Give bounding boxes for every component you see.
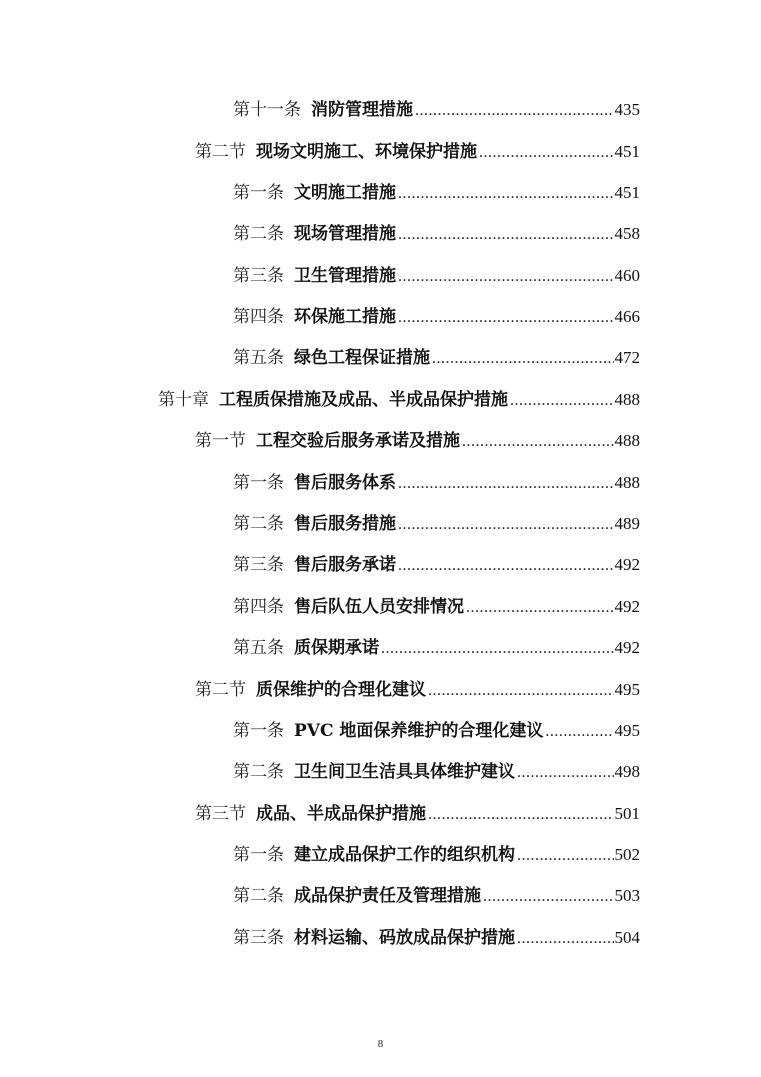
toc-entry-page: 495 xyxy=(614,721,640,740)
toc-entry[interactable] xyxy=(233,179,640,207)
toc-entry-page: 492 xyxy=(614,555,640,574)
toc-entry-label: 第三条 xyxy=(233,555,284,575)
dot-leader xyxy=(479,139,614,167)
toc-entry-label: 第二节 xyxy=(195,680,246,700)
dot-leader xyxy=(466,594,614,622)
toc-entry-label: 第三节 xyxy=(195,804,246,824)
toc-entry-label: 第三条 xyxy=(233,266,284,286)
toc-entry[interactable] xyxy=(233,841,640,869)
toc-entry-page: 472 xyxy=(614,348,640,367)
toc-entry-label: 第三条 xyxy=(233,928,284,948)
toc-entry-label: 第十一条 xyxy=(233,100,301,120)
toc-entry-title: 绿色工程保证措施 xyxy=(294,348,430,368)
toc-entry-title: 质保期承诺 xyxy=(294,638,379,658)
toc-entry-title: 工程交验后服务承诺及措施 xyxy=(256,431,460,451)
toc-entry[interactable] xyxy=(233,634,640,662)
toc-entry[interactable] xyxy=(195,800,640,828)
toc-entry-title: 文明施工措施 xyxy=(294,183,396,203)
toc-entry-page: 466 xyxy=(614,307,640,326)
toc-entry-label: 第五条 xyxy=(233,348,284,368)
toc-entry-title: PVC 地面保养维护的合理化建议 xyxy=(294,721,544,741)
toc-entry-title: 建立成品保护工作的组织机构 xyxy=(294,845,515,865)
toc-entry-page: 460 xyxy=(614,266,640,285)
dot-leader xyxy=(415,97,614,125)
toc-entry-title: 材料运输、码放成品保护措施 xyxy=(294,928,515,948)
toc-entry-title: 售后队伍人员安排情况 xyxy=(294,597,464,617)
toc-entry[interactable] xyxy=(195,427,640,455)
toc-entry-page: 501 xyxy=(614,804,640,823)
dot-leader xyxy=(398,552,614,580)
toc-entry-page: 495 xyxy=(614,680,640,699)
toc-entry-label: 第二条 xyxy=(233,224,284,244)
dot-leader xyxy=(428,677,614,705)
toc-entry[interactable] xyxy=(233,303,640,331)
toc-entry-title: 卫生管理措施 xyxy=(294,266,396,286)
page-number: 8 xyxy=(377,1038,384,1050)
dot-leader xyxy=(398,511,614,539)
toc-entry-title: 消防管理措施 xyxy=(311,100,413,120)
toc-entry-page: 458 xyxy=(614,224,640,243)
toc-entry-title: 售后服务措施 xyxy=(294,514,396,534)
toc-entry-label: 第二节 xyxy=(195,142,246,162)
toc-entry[interactable] xyxy=(233,717,640,745)
toc-entry-label: 第一条 xyxy=(233,721,284,741)
toc-entry-label: 第二条 xyxy=(233,762,284,782)
dot-leader xyxy=(398,221,614,249)
dot-leader xyxy=(517,925,614,953)
toc-entry-title: 环保施工措施 xyxy=(294,307,396,327)
dot-leader xyxy=(381,635,614,663)
toc-entry-page: 451 xyxy=(614,183,640,202)
toc-entry-title: 售后服务体系 xyxy=(294,473,396,493)
toc-entry-title: 现场文明施工、环境保护措施 xyxy=(256,142,477,162)
toc-entry-label: 第一节 xyxy=(195,431,246,451)
toc-entry[interactable] xyxy=(195,138,640,166)
toc-entry[interactable] xyxy=(233,924,640,952)
toc-entry-page: 488 xyxy=(614,473,640,492)
toc-entry-title: 成品、半成品保护措施 xyxy=(256,804,426,824)
toc-entry[interactable] xyxy=(233,344,640,372)
toc-entry[interactable] xyxy=(233,469,640,497)
toc-entry[interactable] xyxy=(233,593,640,621)
toc-entry-page: 488 xyxy=(614,431,640,450)
toc-entry-label: 第二条 xyxy=(233,886,284,906)
toc-entry-page: 492 xyxy=(614,597,640,616)
toc-entry[interactable] xyxy=(233,96,640,124)
toc-entry-label: 第一条 xyxy=(233,183,284,203)
toc-entry-label: 第四条 xyxy=(233,307,284,327)
toc-entry-label: 第二条 xyxy=(233,514,284,534)
toc-entry[interactable] xyxy=(233,551,640,579)
dot-leader xyxy=(483,883,614,911)
toc-entry-page: 502 xyxy=(614,845,640,864)
dot-leader xyxy=(398,304,614,332)
toc-entry[interactable] xyxy=(233,758,640,786)
toc-entry-page: 503 xyxy=(614,886,640,905)
toc-entry[interactable] xyxy=(233,510,640,538)
toc-entry-title: 成品保护责任及管理措施 xyxy=(294,886,481,906)
toc-entry-page: 492 xyxy=(614,638,640,657)
toc-entry-title: 质保维护的合理化建议 xyxy=(256,680,426,700)
toc-entry-page: 435 xyxy=(614,100,640,119)
toc-entry-page: 488 xyxy=(614,390,640,409)
toc-entry-title: 售后服务承诺 xyxy=(294,555,396,575)
toc-entry-label: 第五条 xyxy=(233,638,284,658)
dot-leader xyxy=(462,428,614,456)
toc-entry[interactable] xyxy=(158,386,640,414)
dot-leader xyxy=(517,842,614,870)
toc-entry[interactable] xyxy=(195,676,640,704)
dot-leader xyxy=(432,345,614,373)
toc-entry[interactable] xyxy=(233,262,640,290)
dot-leader xyxy=(398,470,614,498)
toc-entry-label: 第十章 xyxy=(158,390,209,410)
toc-entry-page: 451 xyxy=(614,142,640,161)
dot-leader xyxy=(428,801,614,829)
toc-entry-page: 489 xyxy=(614,514,640,533)
toc-entry-label: 第四条 xyxy=(233,597,284,617)
dot-leader xyxy=(398,263,614,291)
toc-entry-title: 卫生间卫生洁具具体维护建议 xyxy=(294,762,515,782)
toc-entry-label: 第一条 xyxy=(233,845,284,865)
dot-leader xyxy=(398,180,614,208)
dot-leader xyxy=(510,387,614,415)
toc-entry-title: 现场管理措施 xyxy=(294,224,396,244)
toc-entry-label: 第一条 xyxy=(233,473,284,493)
toc-entry-page: 498 xyxy=(614,762,640,781)
toc-entry[interactable] xyxy=(233,882,640,910)
dot-leader xyxy=(517,759,614,787)
toc-entry[interactable] xyxy=(233,220,640,248)
toc-entry-page: 504 xyxy=(614,928,640,947)
toc-entry-title: 工程质保措施及成品、半成品保护措施 xyxy=(219,390,508,410)
dot-leader xyxy=(545,718,613,746)
